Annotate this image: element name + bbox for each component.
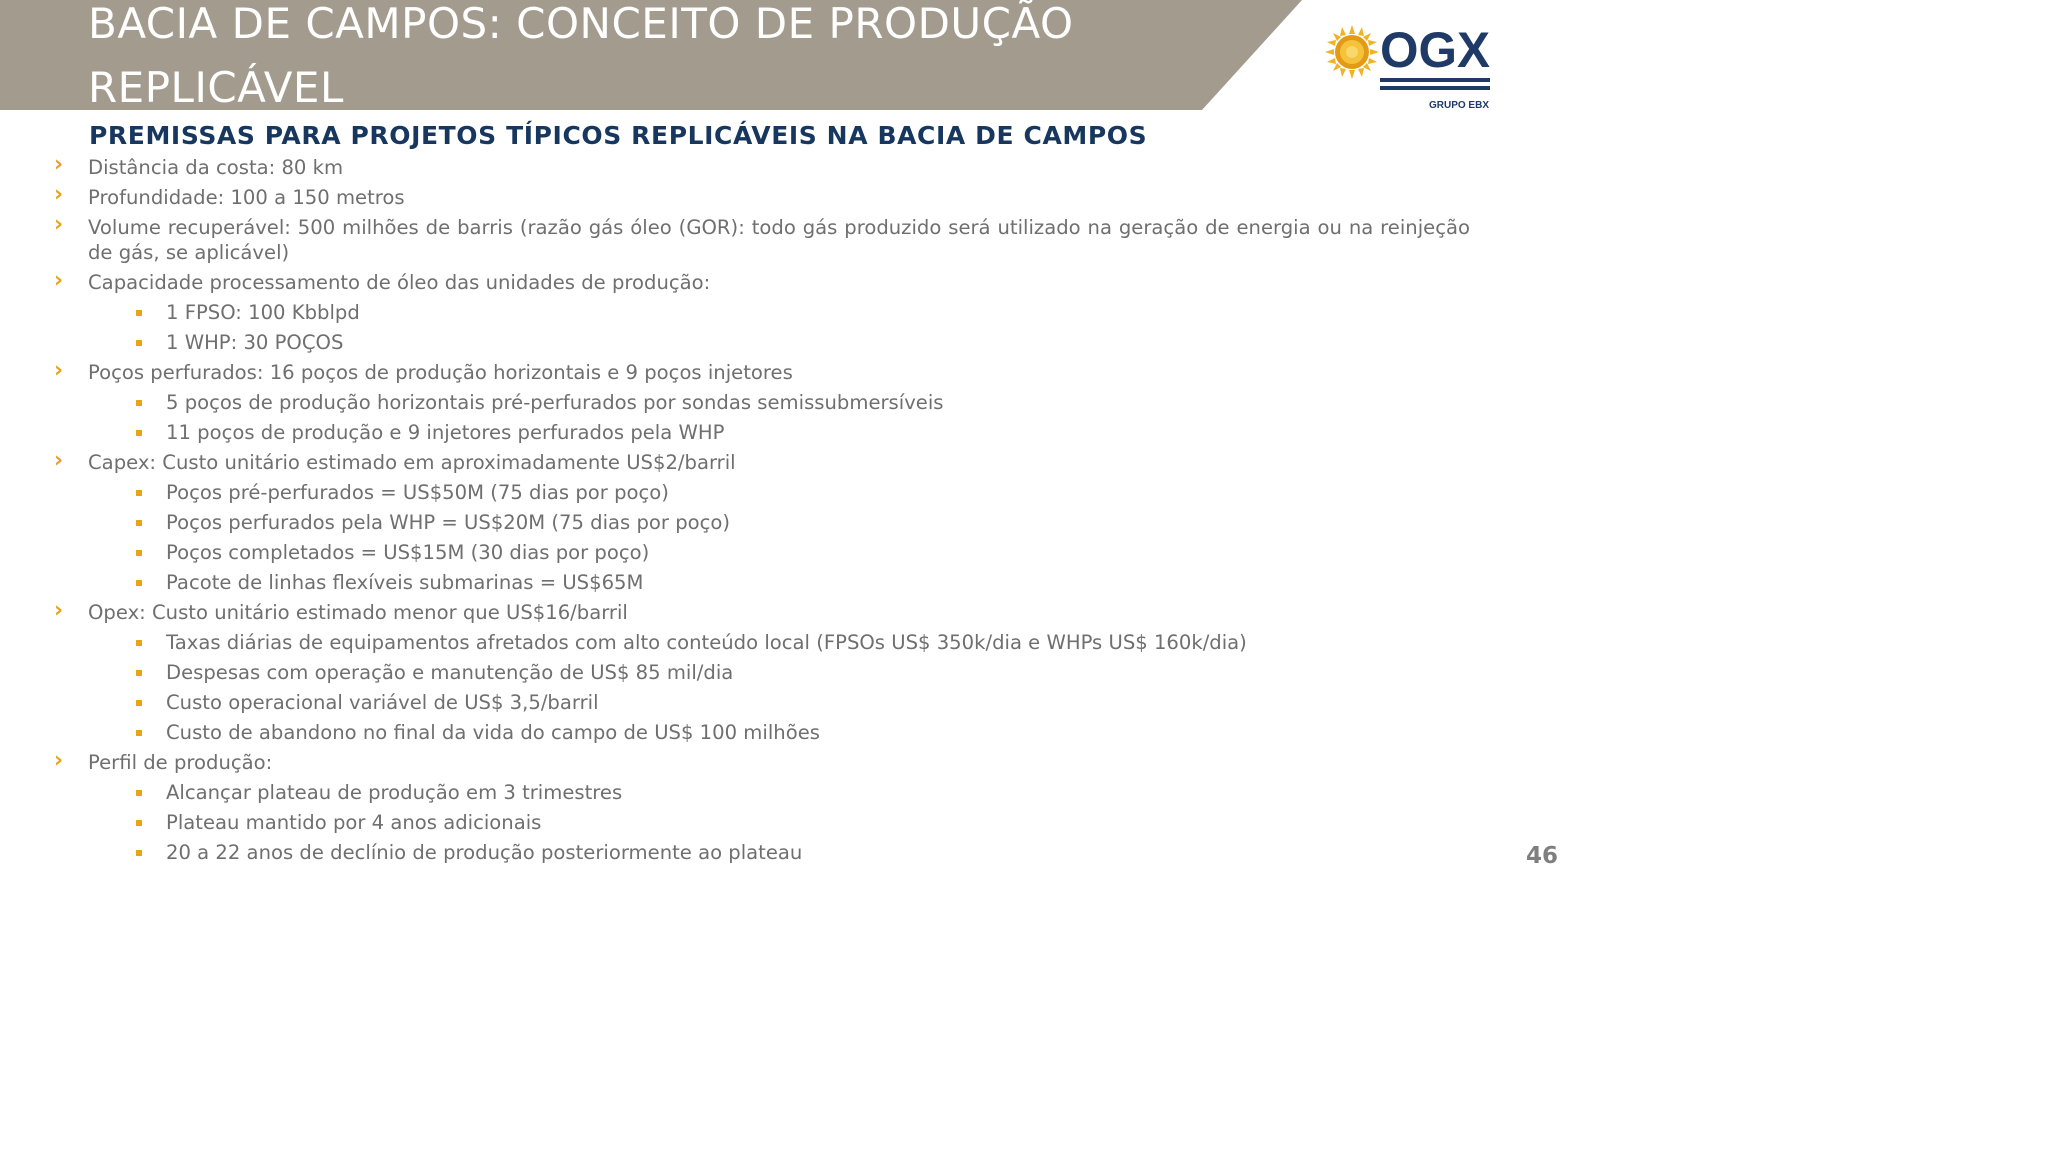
list-item-text: Poços pré-perfurados = US$50M (75 dias por poço) [166,481,669,504]
sublist-item [0,808,1470,838]
square-bullet-icon [136,640,142,646]
sublist-item [0,298,1470,328]
chevron-right-icon: › [54,447,64,473]
page-number: 46 [1525,843,1558,869]
list-item-text: 1 FPSO: 100 Kbblpd [166,301,360,324]
list-item-text: Custo de abandono no final da vida do campo de US$ 100 milhões [166,721,820,744]
logo-group-text: GRUPO EBX [1428,100,1489,111]
chevron-right-icon: › [54,267,64,293]
list-item-text: 5 poços de produção horizontais pré-perfurados por sondas semissubmersíveis [166,391,944,414]
list-item-text: Poços completados = US$15M (30 dias por poço) [166,541,650,564]
square-bullet-icon [136,850,142,856]
list-item-capex [0,448,1470,478]
list-item-volume [0,212,1470,268]
list-item-text: Poços perfurados: 16 poços de produção horizontais e 9 poços injetores [88,361,793,384]
square-bullet-icon [136,310,142,316]
chevron-right-icon: › [54,152,64,177]
list-item-production-profile [0,748,1470,778]
sublist-item [0,388,1470,418]
sublist-item [0,688,1470,718]
square-bullet-icon [136,790,142,796]
square-bullet-icon [136,820,142,826]
square-bullet-icon [136,700,142,706]
sublist-item [0,718,1470,748]
sublist-item [0,538,1470,568]
square-bullet-icon [136,340,142,346]
list-item-text: Pacote de linhas flexíveis submarinas = US$65M [166,571,644,594]
chevron-right-icon: › [54,182,64,207]
chevron-right-icon: › [54,747,64,773]
ogx-logo [1322,22,1502,114]
section-heading: PREMISSAS PARA PROJETOS TÍPICOS REPLICÁVEIS NA BACIA DE CAMPOS [89,121,1148,150]
chevron-right-icon: › [54,597,64,623]
list-item-text: Capacidade processamento de óleo das unidades de produção: [88,271,711,294]
chevron-right-icon: › [54,357,64,383]
sublist-item [0,418,1470,448]
list-item-text: 11 poços de produção e 9 injetores perfurados pela WHP [166,421,725,444]
sublist-item [0,568,1470,598]
list-item-text: 1 WHP: 30 POÇOS [166,331,344,354]
sublist-item [0,478,1470,508]
chevron-right-icon: › [54,212,64,237]
square-bullet-icon [136,550,142,556]
square-bullet-icon [136,520,142,526]
list-item-text: Perfil de produção: [88,751,273,774]
list-item-text: 20 a 22 anos de declínio de produção posteriormente ao plateau [166,841,803,864]
list-item-text: Profundidade: 100 a 150 metros [88,185,405,209]
list-item-text: Plateau mantido por 4 anos adicionais [166,811,542,834]
list-item-text: Despesas com operação e manutenção de US$ 85 mil/dia [166,661,734,684]
sublist-item [0,328,1470,358]
sublist-item [0,778,1470,808]
list-item-text: Alcançar plateau de produção em 3 trimestres [166,781,623,804]
square-bullet-icon [136,670,142,676]
list-item-opex [0,598,1470,628]
square-bullet-icon [136,580,142,586]
sublist-item [0,658,1470,688]
list-item-capacity [0,268,1470,298]
square-bullet-icon [136,490,142,496]
list-item-depth [0,182,1470,212]
list-item-wells [0,358,1470,388]
list-item-text: Distância da costa: 80 km [88,155,344,179]
list-item-distance [0,152,1470,182]
sublist-item [0,838,1470,868]
logo-wordmark: OGX [1380,22,1490,78]
page-title: BACIA DE CAMPOS: CONCEITO DE PRODUÇÃO REPLICÁVEL [88,0,1074,112]
square-bullet-icon [136,400,142,406]
sublist-item [0,508,1470,538]
square-bullet-icon [136,430,142,436]
list-item-text: Poços perfurados pela WHP = US$20M (75 dias por poço) [166,511,731,534]
list-item-text: Capex: Custo unitário estimado em aproximadamente US$2/barril [88,451,736,474]
list-item-text: Custo operacional variável de US$ 3,5/barril [166,691,599,714]
premises-list [0,152,1470,868]
list-item-text: Volume recuperável: 500 milhões de barris (razão gás óleo (GOR): todo gás produzido será utilizado na geração de energia ou na reinjeção de gás, se aplicável) [88,215,1470,264]
list-item-text: Opex: Custo unitário estimado menor que US$16/barril [88,601,628,624]
sun-icon [1325,25,1379,79]
sublist-item [0,628,1470,658]
list-item-text: Taxas diárias de equipamentos afretados com alto conteúdo local (FPSOs US$ 350k/dia e WHPs US$ 160k/dia) [166,631,1247,654]
square-bullet-icon [136,730,142,736]
